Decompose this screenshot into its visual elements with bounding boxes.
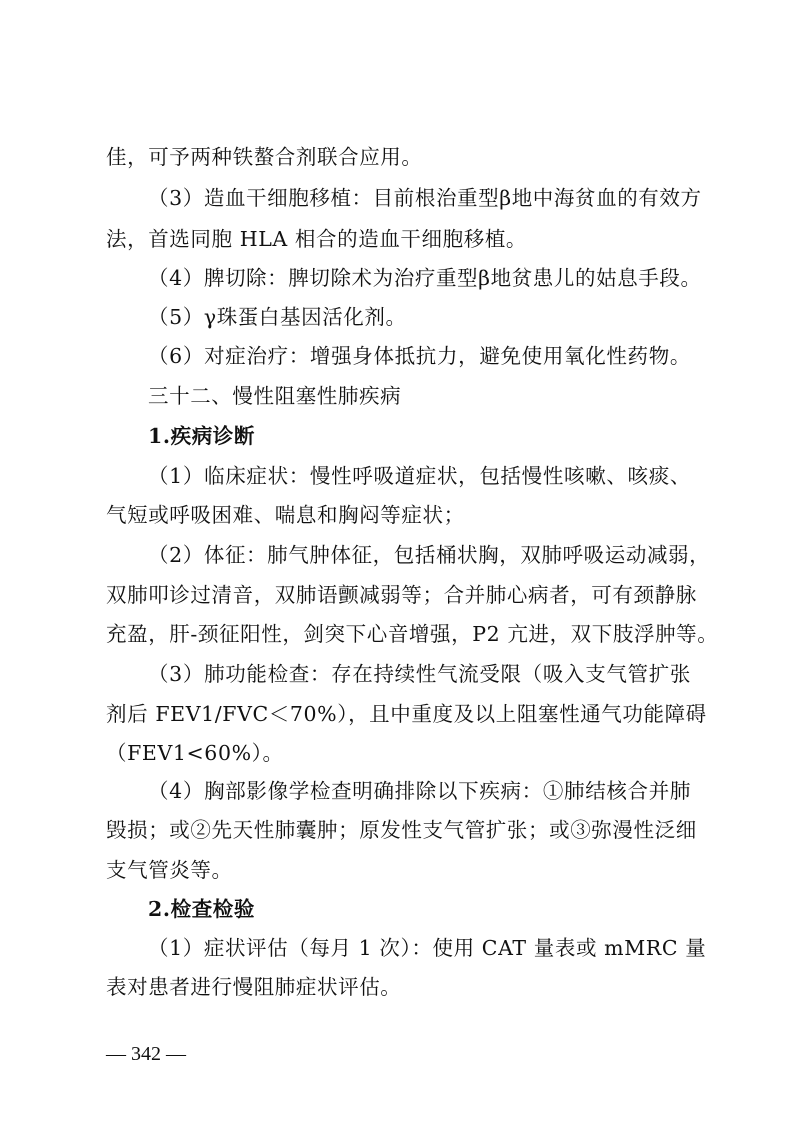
section-heading: 三十二、慢性阻塞性肺疾病	[148, 384, 402, 408]
subsection-heading: 1.疾病诊断	[148, 424, 256, 448]
text-line: （6）对症治疗：增强身体抵抗力，避免使用氧化性药物。	[148, 344, 691, 368]
text-line: 充盈，肝-颈征阳性，剑突下心音增强，P2 亢进，双下肢浮肿等。	[106, 622, 719, 646]
text-line: 双肺叩诊过清音，双肺语颤减弱等；合并肺心病者，可有颈静脉	[106, 583, 697, 607]
text-line: （1）临床症状：慢性呼吸道症状，包括慢性咳嗽、咳痰、	[148, 464, 691, 488]
text-line: （3）造血干细胞移植：目前根治重型β地中海贫血的有效方	[148, 186, 702, 210]
subsection-heading: 2.检查检验	[148, 897, 256, 921]
text-line: （4）胸部影像学检查明确排除以下疾病：①肺结核合并肺	[148, 779, 691, 803]
page-number: — 342 —	[106, 1043, 186, 1065]
text-line: （3）肺功能检查：存在持续性气流受限（吸入支气管扩张	[148, 662, 691, 686]
text-line: 表对患者进行慢阻肺症状评估。	[106, 975, 402, 999]
text-line: 剂后 FEV1/FVC＜70%），且中重度及以上阻塞性通气功能障碍	[106, 702, 707, 726]
text-line: 气短或呼吸困难、喘息和胸闷等症状；	[106, 503, 465, 527]
text-line: （4）脾切除：脾切除术为治疗重型β地贫患儿的姑息手段。	[148, 266, 702, 290]
text-line: 佳，可予两种铁螯合剂联合应用。	[106, 145, 423, 169]
text-line: 支气管炎等。	[106, 858, 233, 882]
text-line: （5）γ珠蛋白基因活化剂。	[148, 305, 407, 329]
text-line: （1）症状评估（每月 1 次）：使用 CAT 量表或 mMRC 量	[148, 936, 707, 960]
text-line: （FEV1<60%）。	[106, 741, 284, 765]
text-line: 毁损；或②先天性肺囊肿；原发性支气管扩张；或③弥漫性泛细	[106, 818, 697, 842]
text-line: （2）体征：肺气肿体征，包括桶状胸，双肺呼吸运动减弱，	[148, 543, 711, 567]
text-line: 法，首选同胞 HLA 相合的造血干细胞移植。	[106, 227, 528, 251]
